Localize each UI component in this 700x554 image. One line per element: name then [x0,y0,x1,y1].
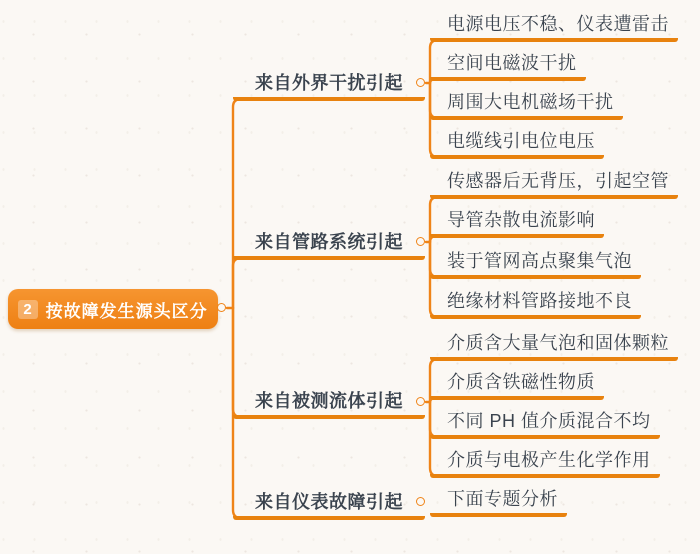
root-collapse-icon[interactable] [217,303,226,312]
branch-piping-system[interactable]: 来自管路系统引起 [233,228,425,260]
leaf-electrode-chemical[interactable]: 介质与电极产生化学作用 [430,446,660,478]
leaf-ferromagnetic-material[interactable]: 介质含铁磁性物质 [430,368,604,400]
leaf-high-point-bubbles[interactable]: 装于管网高点聚集气泡 [430,247,641,279]
leaf-insulation-grounding[interactable]: 绝缘材料管路接地不良 [430,287,641,319]
root-number-badge: 2 [18,300,37,319]
branch-3-collapse-icon[interactable] [416,397,425,406]
branch-4-collapse-icon[interactable] [416,497,425,506]
leaf-stray-current[interactable]: 导管杂散电流影响 [430,206,604,238]
branch-1-collapse-icon[interactable] [416,78,425,87]
branch-measured-fluid[interactable]: 来自被测流体引起 [233,387,425,419]
branch-instrument-fault[interactable]: 来自仪表故障引起 [233,488,425,520]
root-label: 按故障发生源头区分 [45,301,208,321]
leaf-motor-magnetic-field[interactable]: 周围大电机磁场干扰 [430,88,623,120]
leaf-special-analysis-below[interactable]: 下面专题分析 [430,485,567,517]
root-node[interactable] [8,289,218,329]
leaf-cable-potential[interactable]: 电缆线引电位电压 [430,127,604,159]
leaf-ph-mixing-uneven[interactable]: 不同 PH 值介质混合不均 [430,407,660,439]
leaf-power-voltage-lightning[interactable]: 电源电压不稳、仪表遭雷击 [430,10,678,42]
leaf-bubbles-solid-particles[interactable]: 介质含大量气泡和固体颗粒 [430,329,678,361]
leaf-electromagnetic-wave[interactable]: 空间电磁波干扰 [430,49,586,81]
leaf-no-back-pressure[interactable]: 传感器后无背压，引起空管 [430,167,678,199]
branch-external-interference[interactable]: 来自外界干扰引起 [233,69,425,101]
branch-2-collapse-icon[interactable] [416,237,425,246]
